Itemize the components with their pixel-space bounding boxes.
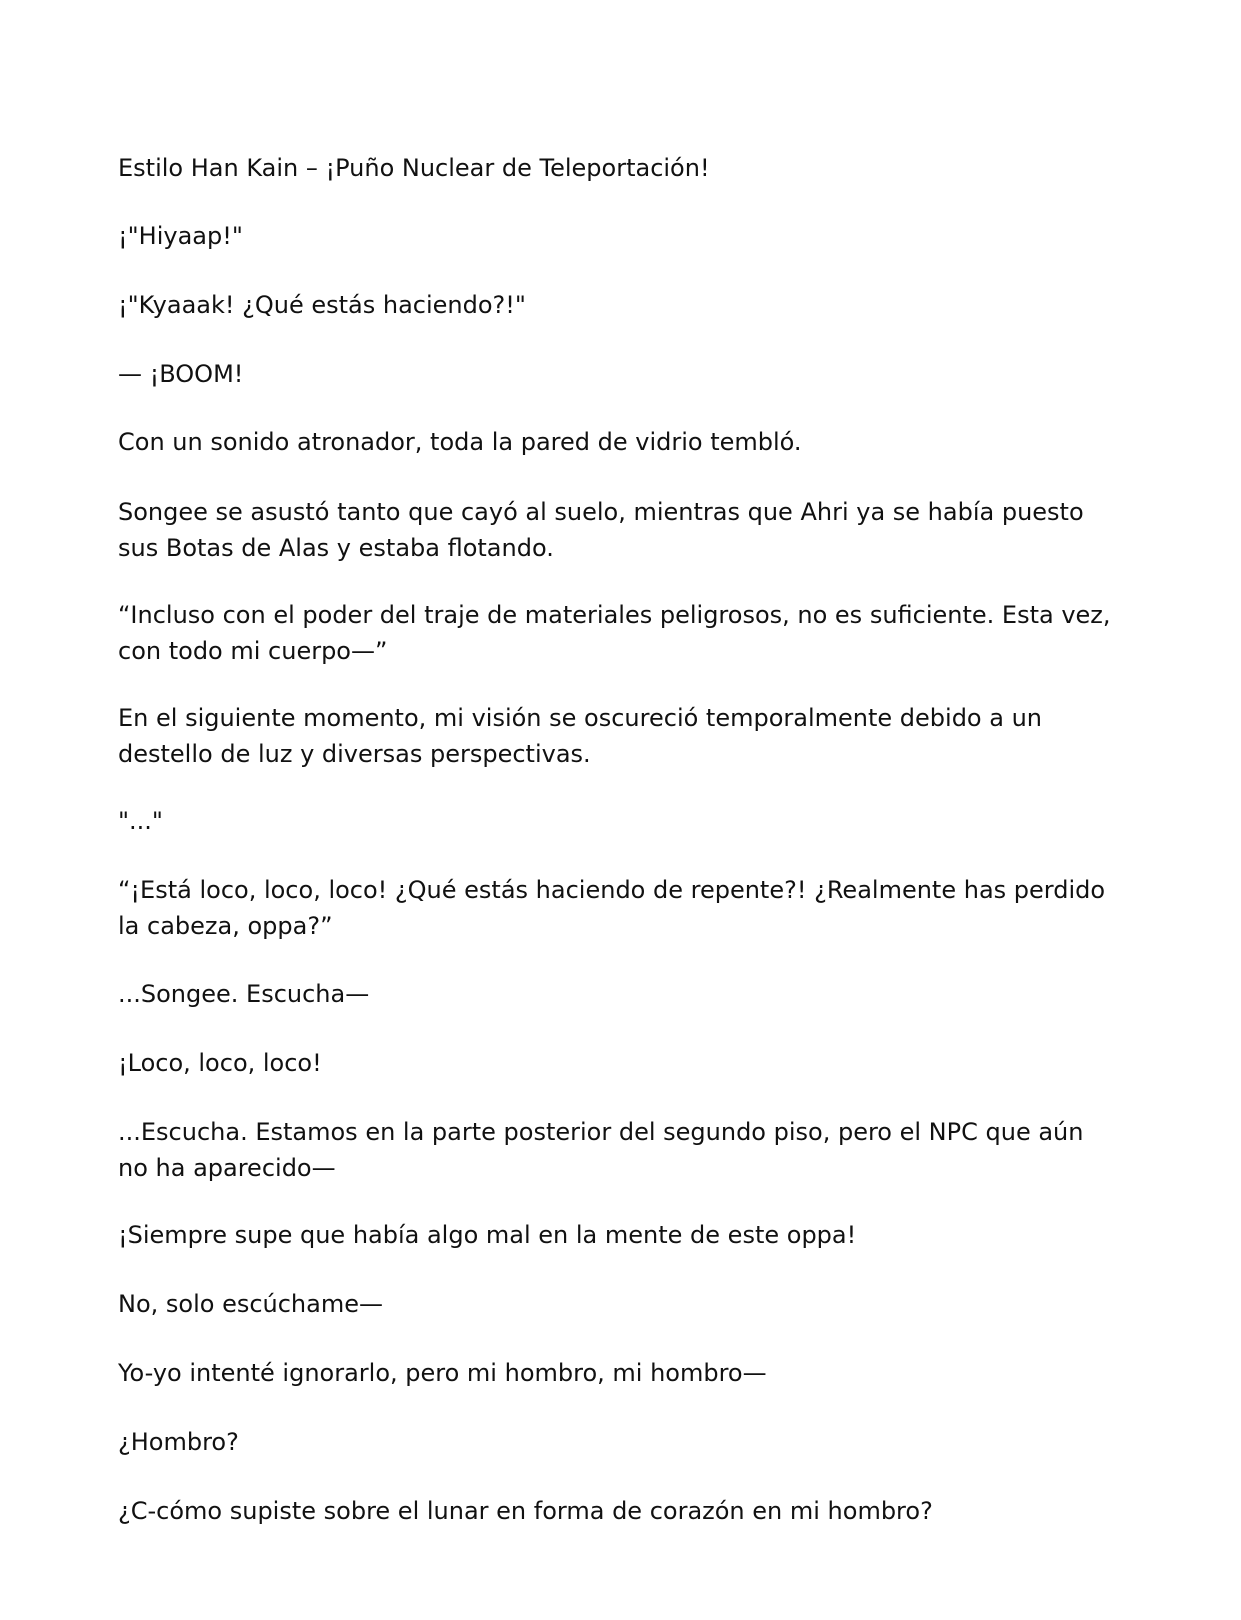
paragraph-glass-wall: Con un sonido atronador, toda la pared de vidrio tembló. — [118, 428, 802, 456]
paragraph-npc-second-floor: ...Escucha. Estamos en la parte posterior del segundo piso, pero el NPC que aún no ha aparecido— — [118, 1118, 1084, 1182]
paragraph-songee-fell: Songee se asustó tanto que cayó al suelo, mientras que Ahri ya se había puesto sus Botas de Alas y estaba flotando. — [118, 498, 1084, 562]
paragraph-ellipsis: "..." — [118, 807, 163, 835]
paragraph-hazmat-suit: “Incluso con el poder del traje de materiales peligrosos, no es suficiente. Esta vez, con todo mi cuerpo—” — [118, 601, 1111, 665]
paragraph-technique-title: Estilo Han Kain – ¡Puño Nuclear de Teleportación! — [118, 154, 710, 182]
paragraph-something-wrong: ¡Siempre supe que había algo mal en la mente de este oppa! — [118, 1221, 857, 1249]
paragraph-heart-mole: ¿C-cómo supiste sobre el lunar en forma de corazón en mi hombro? — [118, 1497, 933, 1525]
paragraph-loco: ¡Loco, loco, loco! — [118, 1049, 322, 1077]
paragraph-hiyaap: ¡"Hiyaap!" — [118, 222, 243, 250]
paragraph-boom: — ¡BOOM! — [118, 360, 244, 388]
paragraph-kyaaak: ¡"Kyaaak! ¿Qué estás haciendo?!" — [118, 291, 526, 319]
paragraph-just-listen: No, solo escúchame— — [118, 1290, 383, 1318]
paragraph-crazy-oppa: “¡Está loco, loco, loco! ¿Qué estás haciendo de repente?! ¿Realmente has perdido la cabeza, oppa?” — [118, 876, 1106, 940]
paragraph-shoulder-question: ¿Hombro? — [118, 1428, 239, 1456]
paragraph-songee-listen: ...Songee. Escucha— — [118, 980, 370, 1008]
paragraph-vision-darkened: En el siguiente momento, mi visión se oscureció temporalmente debido a un destello de luz y diversas perspectivas. — [118, 704, 1042, 768]
paragraph-my-shoulder: Yo-yo intenté ignorarlo, pero mi hombro, mi hombro— — [118, 1359, 767, 1387]
